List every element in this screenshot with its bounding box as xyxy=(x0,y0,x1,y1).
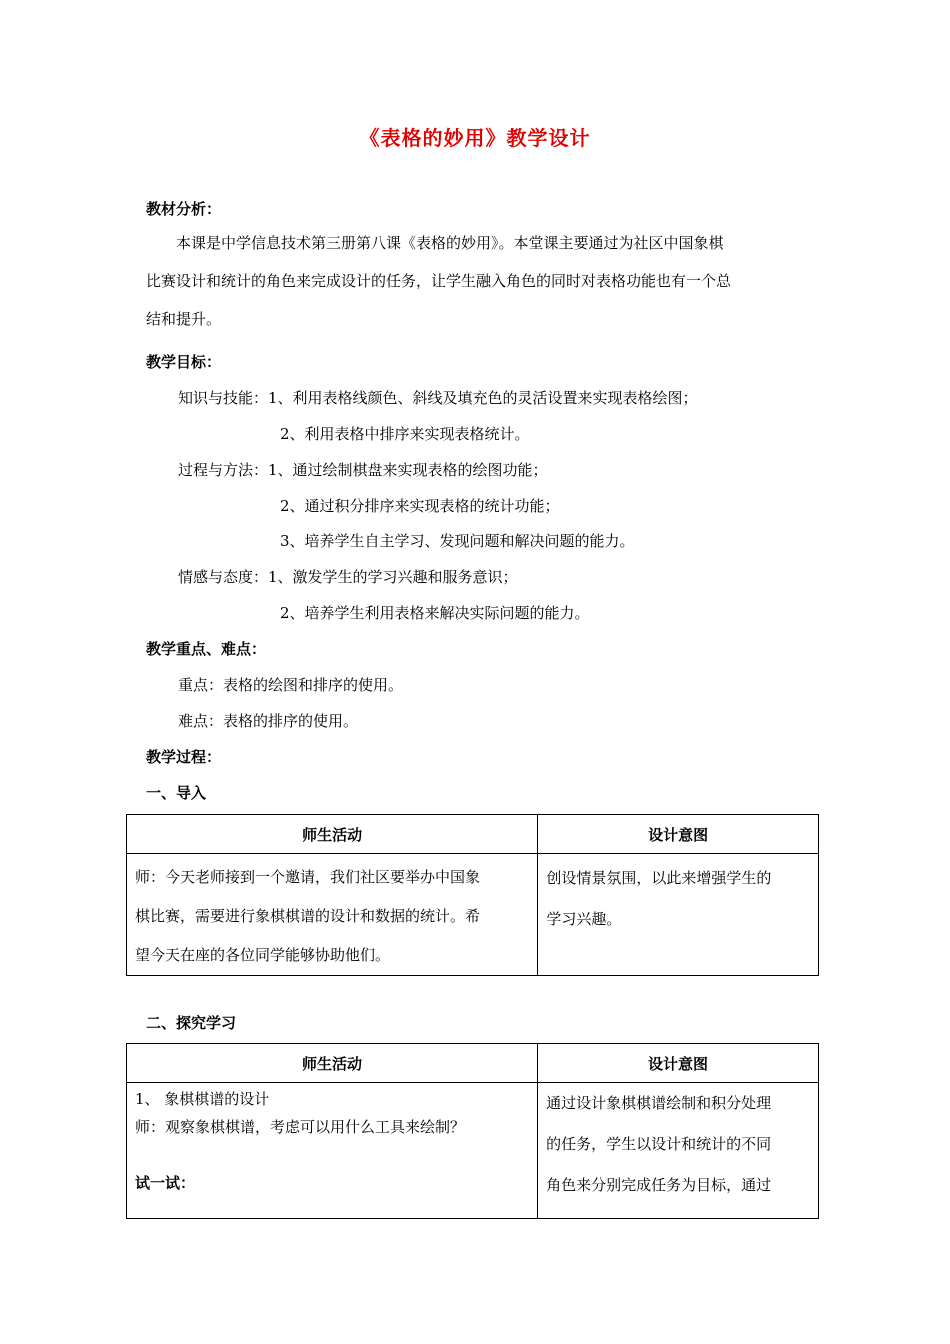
activity-line: 棋比赛，需要进行象棋棋谱的设计和数据的统计。希 xyxy=(135,907,481,925)
table-header-activity: 师生活动 xyxy=(127,815,538,854)
intent-line: 学习兴趣。 xyxy=(546,910,622,928)
intent-line: 角色来分别完成任务为目标，通过 xyxy=(546,1176,772,1194)
heading-keypoints: 教学重点、难点： xyxy=(146,640,267,658)
table-header-intent: 设计意图 xyxy=(538,815,819,854)
table-header-row xyxy=(127,815,819,854)
heading-section-explore: 二、探究学习 xyxy=(146,1014,237,1032)
goal-process-1: 过程与方法：1、通过绘制棋盘来实现表格的绘图功能； xyxy=(178,461,548,479)
keypoint-key: 重点：表格的绘图和排序的使用。 xyxy=(178,676,404,694)
keypoint-difficult: 难点：表格的排序的使用。 xyxy=(178,712,359,730)
goal-process-2: 2、通过积分排序来实现表格的统计功能； xyxy=(280,497,560,515)
table-header-intent: 设计意图 xyxy=(538,1044,819,1083)
activity-item-title: 1、 象棋棋谱的设计 xyxy=(135,1090,270,1108)
heading-analysis: 教材分析： xyxy=(146,200,222,218)
analysis-line: 比赛设计和统计的角色来完成设计的任务，让学生融入角色的同时对表格功能也有一个总 xyxy=(146,272,732,290)
activity-line: 师：今天老师接到一个邀请，我们社区要举办中国象 xyxy=(135,868,481,886)
activity-try-label: 试一试： xyxy=(135,1174,196,1192)
intent-cell xyxy=(538,1083,819,1219)
goal-emotion-2: 2、培养学生利用表格来解决实际问题的能力。 xyxy=(280,604,590,622)
intent-line: 的任务，学生以设计和统计的不同 xyxy=(546,1135,772,1153)
analysis-paragraph xyxy=(146,224,814,338)
table-row xyxy=(127,1083,819,1219)
goal-knowledge-1: 知识与技能：1、利用表格线颜色、斜线及填充色的灵活设置来实现表格绘图； xyxy=(178,389,698,407)
analysis-line: 本课是中学信息技术第三册第八课《表格的妙用》。本堂课主要通过为社区中国象棋 xyxy=(176,234,724,252)
intro-table xyxy=(126,814,819,976)
goal-process-3: 3、培养学生自主学习、发现问题和解决问题的能力。 xyxy=(280,532,635,550)
goal-knowledge-2: 2、利用表格中排序来实现表格统计。 xyxy=(280,425,530,443)
heading-section-intro: 一、导入 xyxy=(146,784,207,802)
activity-question: 师：观察象棋棋谱，考虑可以用什么工具来绘制？ xyxy=(135,1118,466,1136)
table-header-row xyxy=(127,1044,819,1083)
heading-goals: 教学目标： xyxy=(146,353,222,371)
activity-cell xyxy=(127,1083,538,1219)
table-row xyxy=(127,854,819,976)
heading-process: 教学过程： xyxy=(146,748,222,766)
document-title: 《表格的妙用》教学设计 xyxy=(359,126,591,150)
goal-emotion-1: 情感与态度：1、激发学生的学习兴趣和服务意识； xyxy=(178,568,518,586)
intent-line: 创设情景氛围，以此来增强学生的 xyxy=(546,869,772,887)
activity-line: 望今天在座的各位同学能够协助他们。 xyxy=(135,946,391,964)
analysis-line: 结和提升。 xyxy=(146,310,222,328)
table-header-activity: 师生活动 xyxy=(127,1044,538,1083)
intent-cell xyxy=(538,854,819,976)
activity-cell xyxy=(127,854,538,976)
explore-table xyxy=(126,1043,819,1219)
intent-line: 通过设计象棋棋谱绘制和积分处理 xyxy=(546,1094,772,1112)
